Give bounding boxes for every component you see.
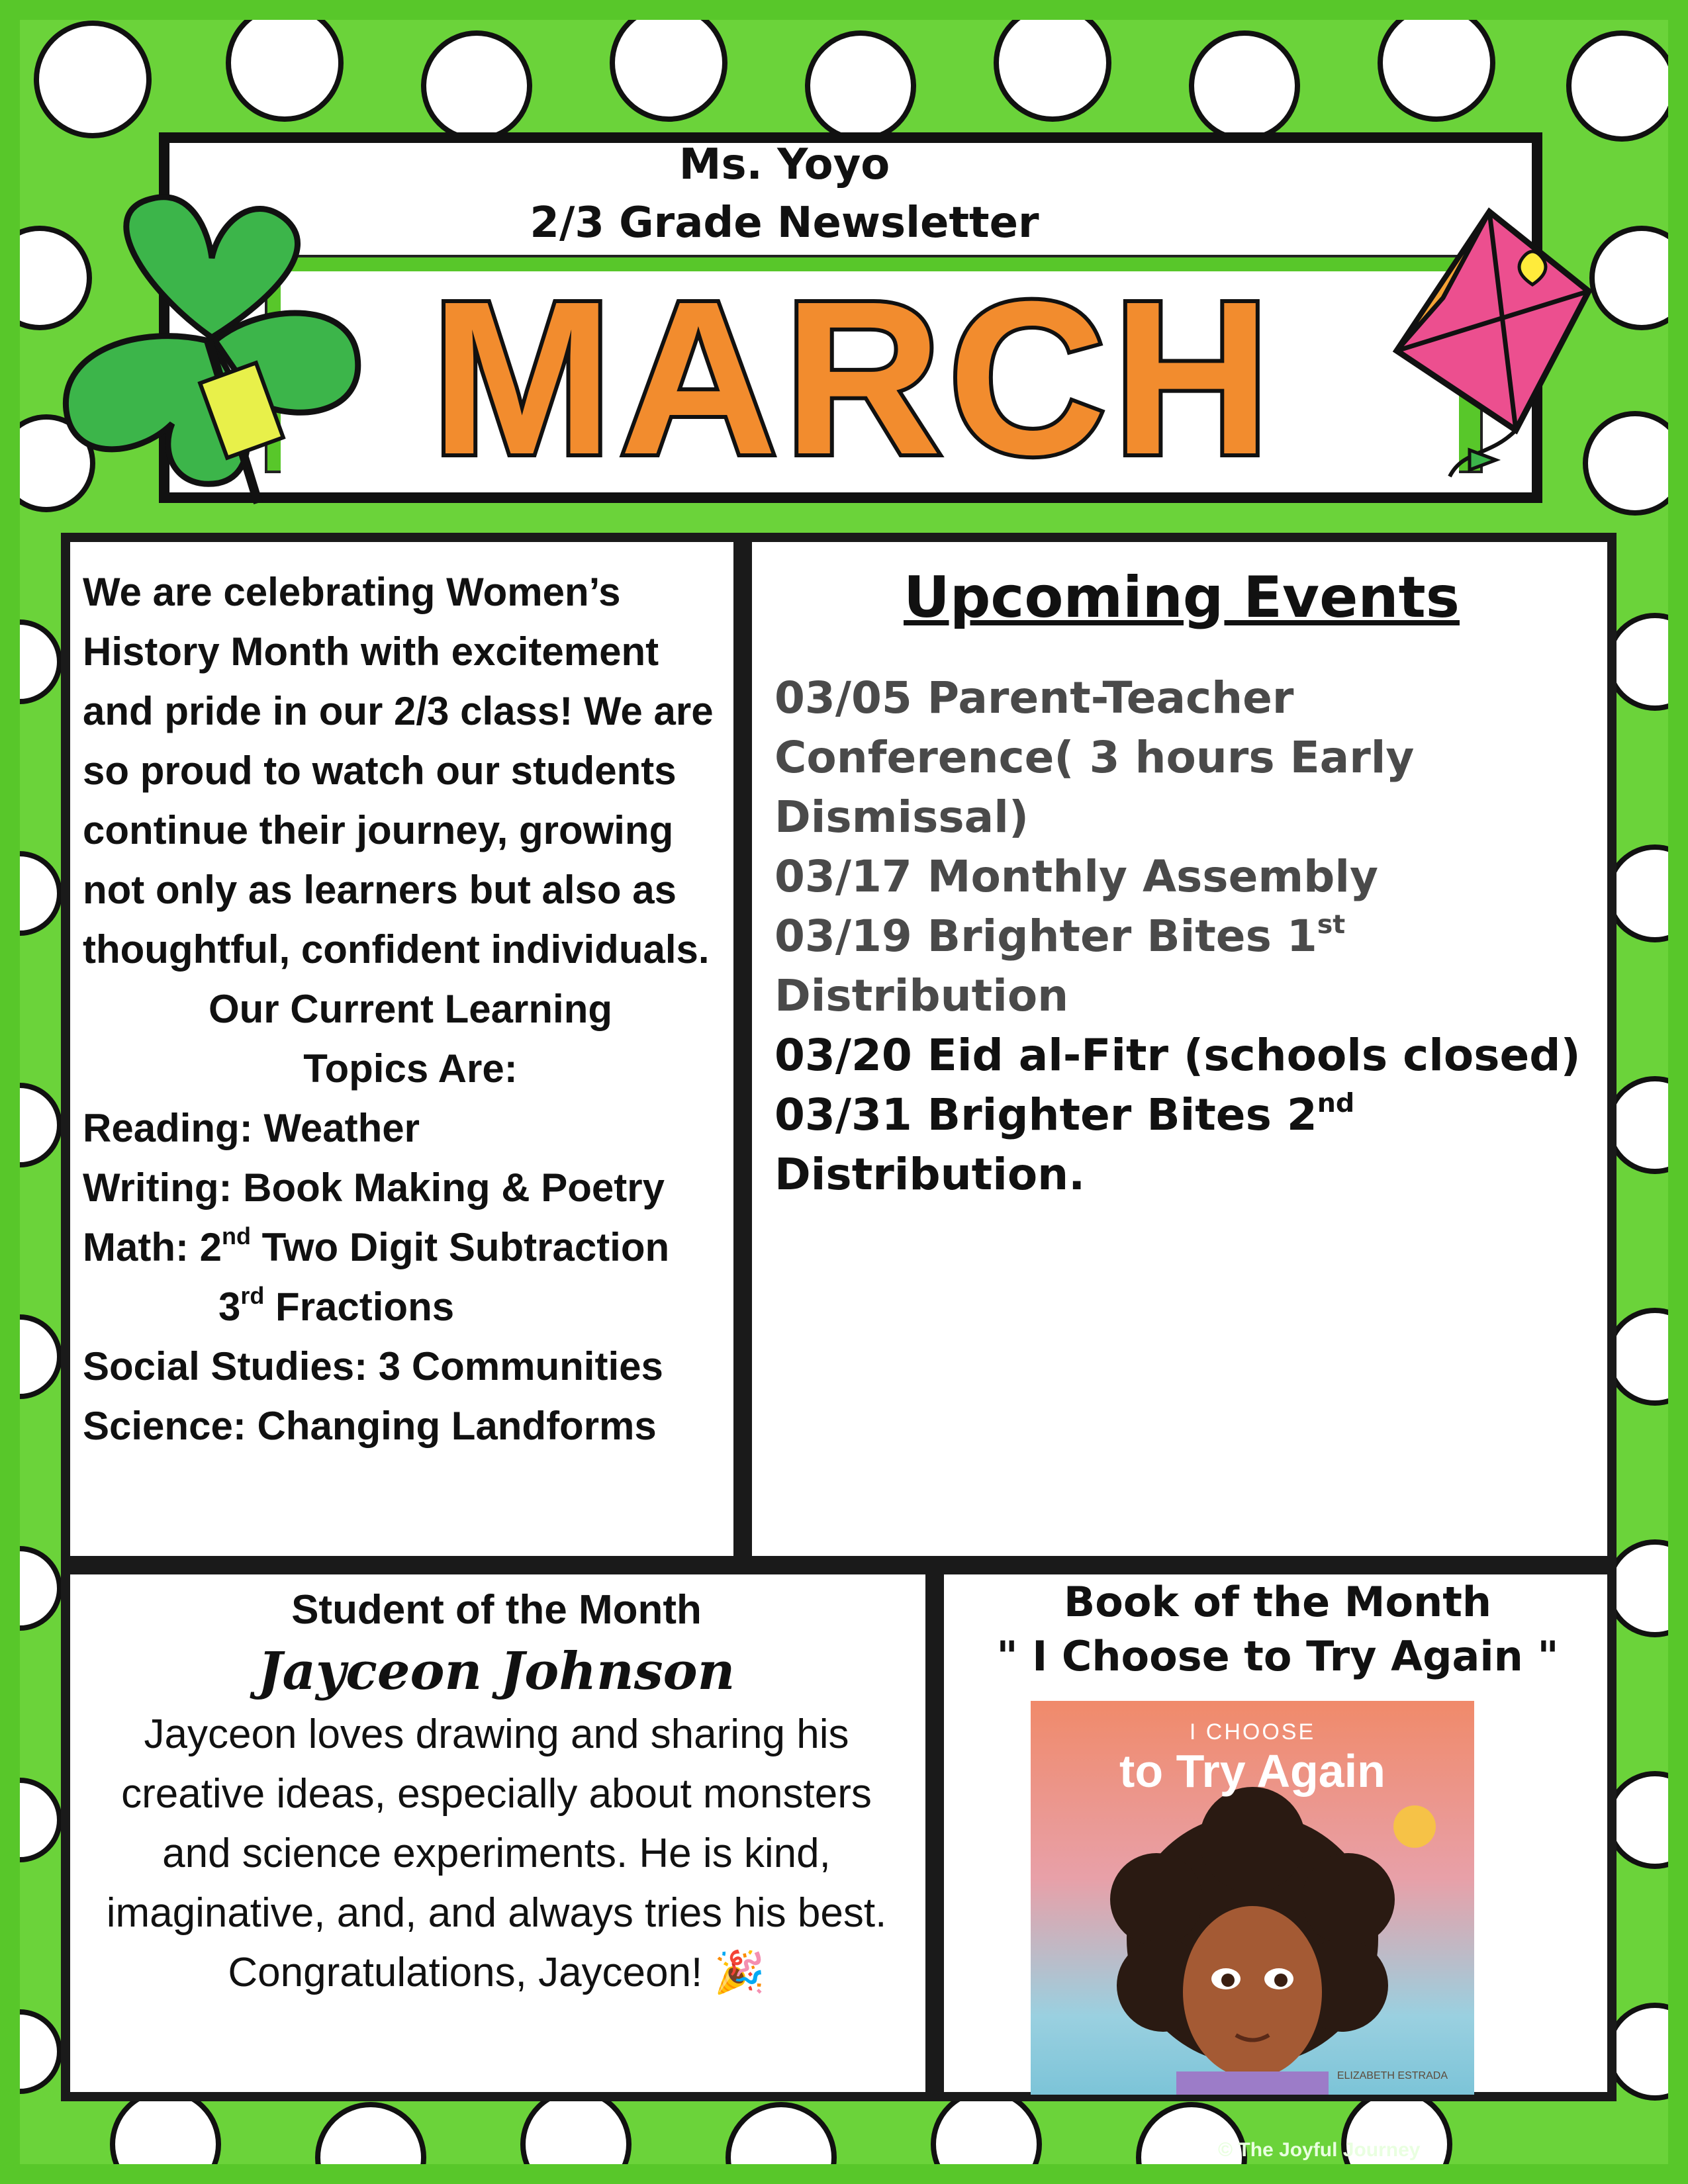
teacher-name: Ms. Yoyo	[679, 140, 890, 189]
topic-math	[83, 1218, 738, 1277]
topic-math-3rd	[83, 1277, 738, 1337]
march-title-text: MARCH	[430, 265, 1278, 483]
topic-social-studies: Social Studies: 3 Communities	[83, 1344, 663, 1388]
topic-math2-prefix: 3	[218, 1285, 241, 1329]
newsletter-subtitle: 2/3 Grade Newsletter	[530, 199, 1039, 248]
book-cover-title: to Try Again	[1119, 1745, 1385, 1797]
book-cover-author: ELIZABETH ESTRADA	[1336, 2070, 1448, 2081]
kite-icon	[1357, 199, 1615, 503]
event-5-rest: Distribution.	[774, 1149, 1086, 1200]
shamrock-icon	[40, 172, 384, 516]
events-list	[774, 668, 1602, 1205]
newsletter-header	[397, 136, 1172, 252]
topic-math-sup: nd	[222, 1222, 251, 1250]
student-description: Jayceon loves drawing and sharing his creative ideas, especially about monsters and science experiments. He is kind, imaginative, and, and always tries his best.	[106, 1711, 887, 1936]
student-of-the-month	[86, 1582, 907, 2003]
topic-math-rest: Two Digit Subtraction	[250, 1225, 670, 1269]
events-title: Upcoming Events	[904, 565, 1460, 631]
student-name: Jayceon Johnson	[258, 1641, 735, 1702]
intro-paragraph: We are celebrating Women’s History Month with excitement and pride in our 2/3 class! We are so proud to watch our students continue their journey, growing not only as learners but also as thoughtful, confident individuals.	[83, 570, 714, 972]
event-5-sup: nd	[1317, 1088, 1355, 1119]
book-of-the-month	[947, 1575, 1609, 1684]
student-congrats	[86, 1943, 907, 2003]
event-3-prefix: 03/19 Brighter Bites 1	[774, 911, 1317, 962]
march-title	[371, 265, 1337, 483]
event-item	[774, 907, 1602, 1026]
book-cover-top-text: I CHOOSE	[1189, 1719, 1316, 1745]
topics-heading-2: Topics Are:	[303, 1046, 518, 1091]
student-label: Student of the Month	[291, 1587, 702, 1633]
event-3-sup: st	[1317, 909, 1346, 940]
event-item: 03/20 Eid al-Fitr (schools closed)	[774, 1030, 1581, 1081]
event-item: 03/05 Parent-Teacher Conference( 3 hours Early Dismissal)	[774, 672, 1415, 842]
copyright-footer: © The Joyful Journey	[1218, 2139, 1421, 2161]
book-cover-image	[1031, 1701, 1474, 2095]
topic-reading: Reading: Weather	[83, 1106, 420, 1150]
topic-science: Science: Changing Landforms	[83, 1404, 657, 1448]
topic-writing: Writing: Book Making & Poetry	[83, 1165, 665, 1210]
event-item	[774, 1085, 1602, 1205]
event-item: 03/17 Monthly Assembly	[774, 851, 1379, 902]
book-label: Book of the Month	[1063, 1578, 1492, 1626]
event-3-rest: Distribution	[774, 970, 1069, 1021]
topic-math2-rest: Fractions	[264, 1285, 455, 1329]
topics-heading-1: Our Current Learning	[208, 987, 613, 1031]
topic-math-prefix: Math: 2	[83, 1225, 222, 1269]
book-title: " I Choose to Try Again "	[996, 1632, 1559, 1680]
congrats-text: Congratulations, Jayceon!	[228, 1950, 714, 1995]
intro-text	[83, 563, 738, 1456]
event-5-prefix: 03/31 Brighter Bites 2	[774, 1089, 1317, 1140]
topic-math2-sup: rd	[240, 1282, 265, 1310]
party-popper-icon: 🎉	[714, 1950, 765, 1995]
